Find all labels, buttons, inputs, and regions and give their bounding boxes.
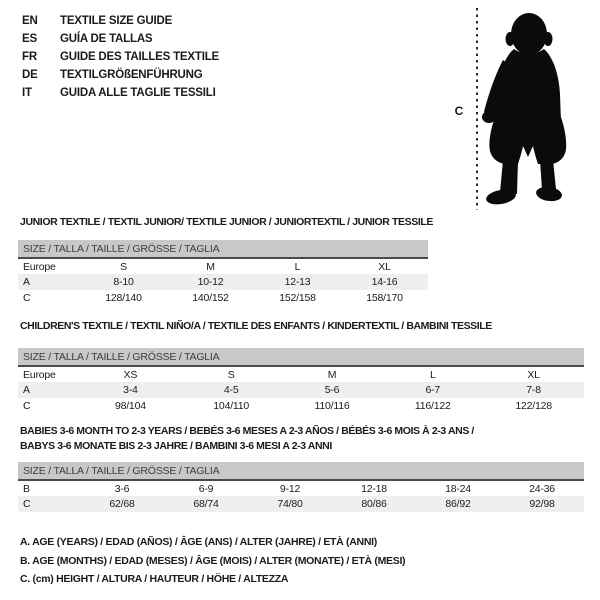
babies-size-table	[18, 462, 584, 512]
table-cell: S	[120, 260, 127, 273]
table-row	[18, 398, 584, 414]
table-cell: L	[429, 368, 436, 381]
table-row	[18, 258, 428, 274]
legend-notes	[20, 533, 405, 589]
language-code: DE	[22, 69, 38, 81]
children-table-title: CHILDREN'S TEXTILE / TEXTIL NIÑO/A / TEXTILE DES ENFANTS / KINDERTEXTIL / BAMBINI TESSILE	[20, 320, 492, 332]
table-cell: 104/110	[213, 400, 250, 412]
language-row-es	[22, 30, 219, 48]
table-cell: 128/140	[105, 292, 142, 304]
junior-size-table	[18, 240, 428, 306]
table-cell: 152/158	[279, 292, 316, 304]
language-row-en	[22, 12, 219, 30]
babies-table-title-line2: BABYS 3-6 MONATE BIS 2-3 JAHRE / BAMBINI 3-6 MESI A 2-3 ANNI	[20, 440, 332, 452]
language-code: ES	[22, 33, 37, 45]
language-header	[22, 12, 219, 102]
babies-table-title	[20, 424, 595, 454]
table-cell: C	[23, 400, 31, 412]
height-measure-label: C	[454, 104, 464, 118]
table-cell: M	[327, 368, 337, 381]
size-header-bar: SIZE / TALLA / TAILLE / GRÖSSE / TAGLIA	[18, 240, 428, 258]
table-cell: Europe	[23, 260, 56, 273]
language-title: GUÍA DE TALLAS	[60, 33, 153, 45]
table-cell: 3-4	[123, 384, 138, 396]
junior-table-title: JUNIOR TEXTILE / TEXTIL JUNIOR/ TEXTILE JUNIOR / JUNIORTEXTIL / JUNIOR TESSILE	[20, 216, 433, 228]
babies-table-title-line1: BABIES 3-6 MONTH TO 2-3 YEARS / BEBÉS 3-6 MESES A 2-3 AÑOS / BÉBÉS 3-6 MOIS À 2-3 ANS /	[20, 425, 474, 437]
table-cell: B	[23, 482, 30, 495]
size-header-bar: SIZE / TALLA / TAILLE / GRÖSSE / TAGLIA	[18, 462, 584, 480]
table-row	[18, 290, 428, 306]
table-row	[18, 366, 584, 382]
table-row	[18, 274, 428, 290]
language-code: FR	[22, 51, 37, 63]
table-cell: 116/122	[414, 400, 451, 412]
table-cell: M	[206, 260, 215, 273]
table-cell: 9-12	[279, 482, 301, 495]
table-cell: 92/98	[529, 498, 555, 510]
language-row-fr	[22, 48, 219, 66]
size-figure	[440, 0, 600, 220]
language-code: IT	[22, 87, 32, 99]
table-cell: XL	[527, 368, 540, 381]
note-height: C. (cm) HEIGHT / ALTURA / HAUTEUR / HÖHE / ALTEZZA	[20, 573, 289, 585]
table-cell: 12-13	[284, 276, 311, 288]
table-cell: L	[294, 260, 301, 273]
table-cell: 140/152	[192, 292, 229, 304]
language-code: EN	[22, 15, 38, 27]
table-cell: 158/170	[366, 292, 403, 304]
table-cell: 80/86	[361, 498, 387, 510]
table-cell: 86/92	[445, 498, 471, 510]
table-cell: 6-7	[425, 384, 441, 396]
table-cell: 3-6	[114, 482, 130, 495]
table-cell: A	[23, 276, 30, 288]
children-size-table	[18, 348, 584, 414]
toddler-silhouette-shape	[482, 13, 566, 206]
table-cell: Europe	[23, 368, 56, 381]
table-row	[18, 480, 584, 496]
table-cell: 62/68	[109, 498, 135, 510]
table-cell: C	[23, 292, 31, 304]
table-cell: 74/80	[277, 498, 303, 510]
table-cell: S	[227, 368, 235, 381]
table-cell: 7-8	[526, 384, 541, 396]
language-title: GUIDE DES TAILLES TEXTILE	[60, 51, 219, 63]
language-title: GUIDA ALLE TAGLIE TESSILI	[60, 87, 216, 99]
table-cell: 4-5	[223, 384, 239, 396]
table-cell: 98/104	[114, 400, 146, 412]
table-row	[18, 496, 584, 512]
language-title: TEXTILGRÖßENFÜHRUNG	[60, 69, 203, 81]
table-cell: 6-9	[198, 482, 214, 495]
table-cell: XS	[123, 368, 138, 381]
table-cell: 18-24	[445, 482, 471, 495]
table-cell: 8-10	[113, 276, 134, 288]
note-age-months: B. AGE (MONTHS) / EDAD (MESES) / ÂGE (MOIS) / ALTER (MONATE) / ETÀ (MESI)	[20, 554, 406, 567]
table-cell: 110/116	[314, 400, 350, 412]
table-cell: 68/74	[193, 498, 219, 510]
table-cell: 14-16	[371, 276, 398, 288]
table-cell: 122/128	[515, 400, 552, 412]
language-row-de	[22, 66, 219, 84]
note-age-years: A. AGE (YEARS) / EDAD (AÑOS) / ÂGE (ANS) / ALTER (JAHRE) / ETÀ (ANNI)	[20, 536, 377, 548]
table-cell: 12-18	[361, 482, 387, 495]
table-cell: C	[23, 498, 31, 510]
table-row	[18, 382, 584, 398]
table-cell: A	[23, 384, 30, 396]
table-cell: XL	[378, 260, 391, 273]
language-title: TEXTILE SIZE GUIDE	[60, 15, 173, 27]
table-cell: 10-12	[197, 276, 224, 288]
table-cell: 24-36	[529, 482, 555, 495]
table-cell: 5-6	[324, 384, 340, 396]
size-header-bar: SIZE / TALLA / TAILLE / GRÖSSE / TAGLIA	[18, 348, 584, 366]
language-row-it	[22, 84, 219, 102]
